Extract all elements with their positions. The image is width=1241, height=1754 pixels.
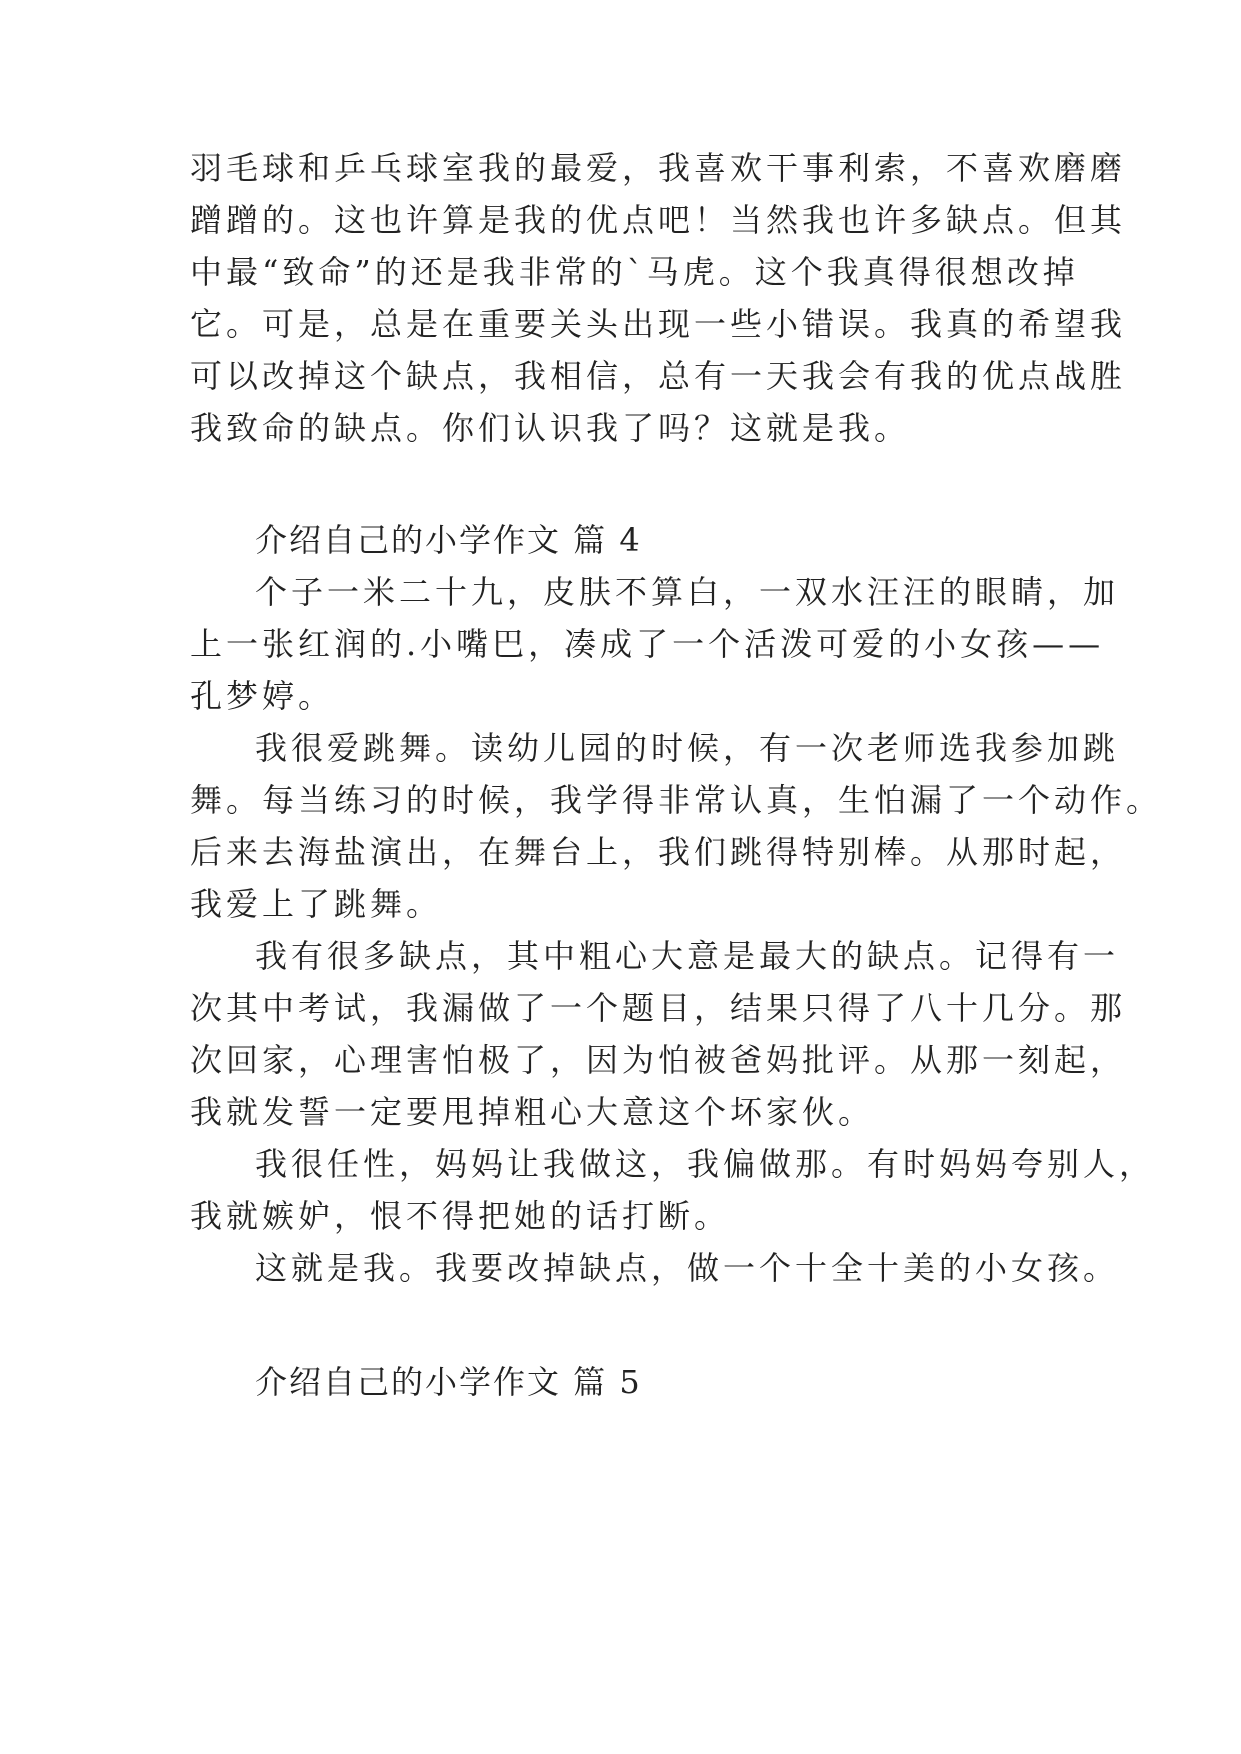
paragraph-line: 个子一米二十九，皮肤不算白，一双水汪汪的眼睛，加 xyxy=(255,573,1120,611)
paragraph-line: 我有很多缺点，其中粗心大意是最大的缺点。记得有一 xyxy=(255,937,1120,975)
paragraph-line: 次回家，心理害怕极了，因为怕被爸妈批评。从那一刻起， xyxy=(190,1041,1127,1079)
paragraph-line: 后来去海盐演出，在舞台上，我们跳得特别棒。从那时起， xyxy=(190,833,1127,871)
paragraph-line: 我致命的缺点。你们认识我了吗？这就是我。 xyxy=(190,409,911,447)
paragraph-line: 舞。每当练习的时候，我学得非常认真，生怕漏了一个动作。 xyxy=(190,781,1163,819)
paragraph-line: 我很任性，妈妈让我做这，我偏做那。有时妈妈夸别人， xyxy=(255,1145,1156,1183)
paragraph-line: 我就嫉妒，恨不得把她的话打断。 xyxy=(190,1197,731,1235)
paragraph-line: 中最“致命”的还是我非常的`马虎。这个我真得很想改掉 xyxy=(190,253,1079,291)
paragraph-line: 我就发誓一定要甩掉粗心大意这个坏家伙。 xyxy=(190,1093,875,1131)
section-heading: 介绍自己的小学作文 篇 4 xyxy=(255,521,642,559)
paragraph-line: 我很爱跳舞。读幼儿园的时候，有一次老师选我参加跳 xyxy=(255,729,1120,767)
paragraph-line: 我爱上了跳舞。 xyxy=(190,885,443,923)
paragraph-line: 可以改掉这个缺点，我相信，总有一天我会有我的优点战胜 xyxy=(190,357,1127,395)
section-heading: 介绍自己的小学作文 篇 5 xyxy=(255,1363,642,1401)
paragraph-line: 它。可是，总是在重要关头出现一些小错误。我真的希望我 xyxy=(190,305,1127,343)
paragraph-line: 这就是我。我要改掉缺点，做一个十全十美的小女孩。 xyxy=(255,1249,1120,1287)
paragraph-line: 上一张红润的.小嘴巴，凑成了一个活泼可爱的小女孩—— xyxy=(190,625,1105,663)
paragraph-line: 蹭蹭的。这也许算是我的优点吧！当然我也许多缺点。但其 xyxy=(190,201,1127,239)
paragraph-line: 次其中考试，我漏做了一个题目，结果只得了八十几分。那 xyxy=(190,989,1127,1027)
paragraph-line: 羽毛球和乒乓球室我的最爱，我喜欢干事利索，不喜欢磨磨 xyxy=(190,149,1127,187)
paragraph-line: 孔梦婷。 xyxy=(190,677,335,715)
